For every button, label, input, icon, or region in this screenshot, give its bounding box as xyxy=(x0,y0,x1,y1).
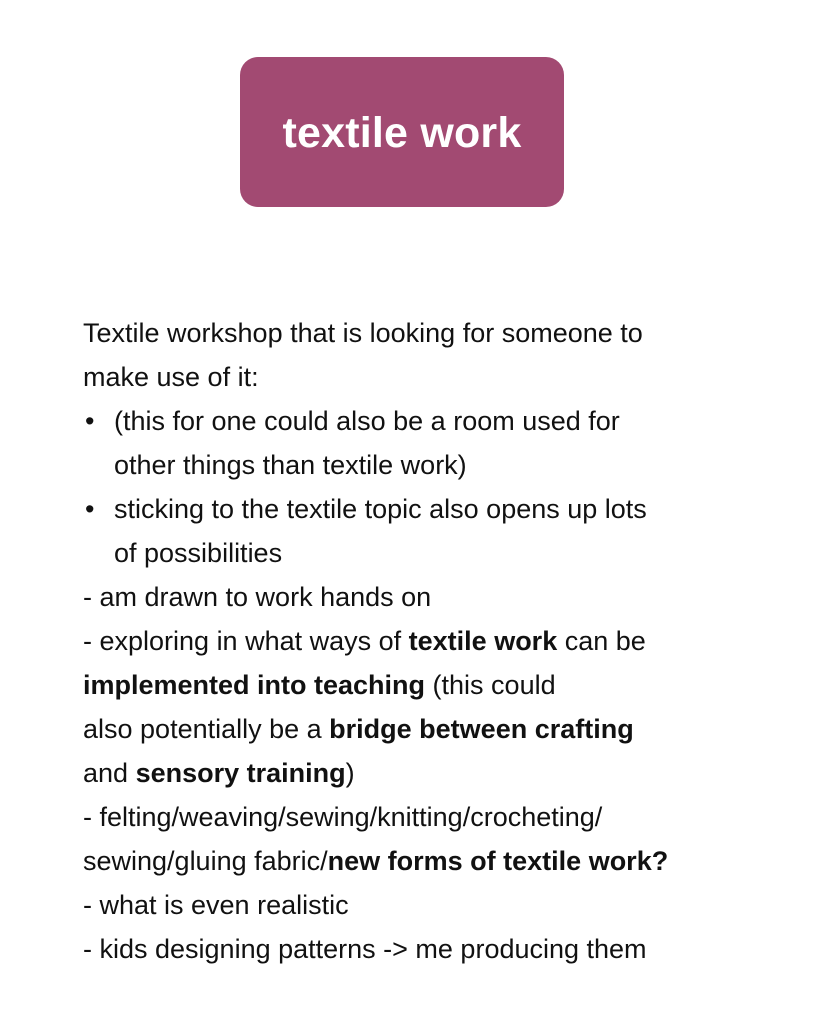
note-emphasis: implemented into teaching xyxy=(83,670,426,700)
note-text: ) xyxy=(345,758,355,788)
bullet-icon: • xyxy=(85,406,95,436)
note-emphasis: new forms of textile work? xyxy=(327,846,669,876)
note-line: - kids designing patterns -> me producing them xyxy=(83,934,647,964)
page-title: textile work xyxy=(282,108,522,157)
bullet-line: sticking to the textile topic also opens up lots xyxy=(114,494,647,524)
bullet-icon: • xyxy=(85,494,95,524)
note-emphasis: sensory training xyxy=(135,758,346,788)
note-text: can be xyxy=(557,626,646,656)
note-line xyxy=(83,663,783,707)
note-line: - felting/weaving/sewing/knitting/crocheting/ xyxy=(83,802,603,832)
note-line: - what is even realistic xyxy=(83,890,349,920)
note-text: sewing/gluing fabric/ xyxy=(83,846,328,876)
bullet-item xyxy=(83,399,783,487)
bullet-item xyxy=(83,487,783,575)
intro-line: Textile workshop that is looking for someone to xyxy=(83,318,643,348)
note-text: - exploring in what ways of xyxy=(83,626,409,656)
note-text: (this could xyxy=(425,670,556,700)
note-emphasis: bridge between crafting xyxy=(329,714,634,744)
bullet-line: other things than textile work) xyxy=(114,450,467,480)
note-line xyxy=(83,707,783,751)
note-text: and xyxy=(83,758,136,788)
note-line xyxy=(83,619,783,663)
notes-body xyxy=(83,311,783,971)
note-line xyxy=(83,751,783,795)
note-line xyxy=(83,839,783,883)
note-text: also potentially be a xyxy=(83,714,330,744)
bullet-line: of possibilities xyxy=(114,538,283,568)
bullet-line: (this for one could also be a room used for xyxy=(114,406,620,436)
note-line: - am drawn to work hands on xyxy=(83,582,432,612)
note-emphasis: textile work xyxy=(408,626,558,656)
title-box xyxy=(240,57,564,207)
intro-line: make use of it: xyxy=(83,362,259,392)
